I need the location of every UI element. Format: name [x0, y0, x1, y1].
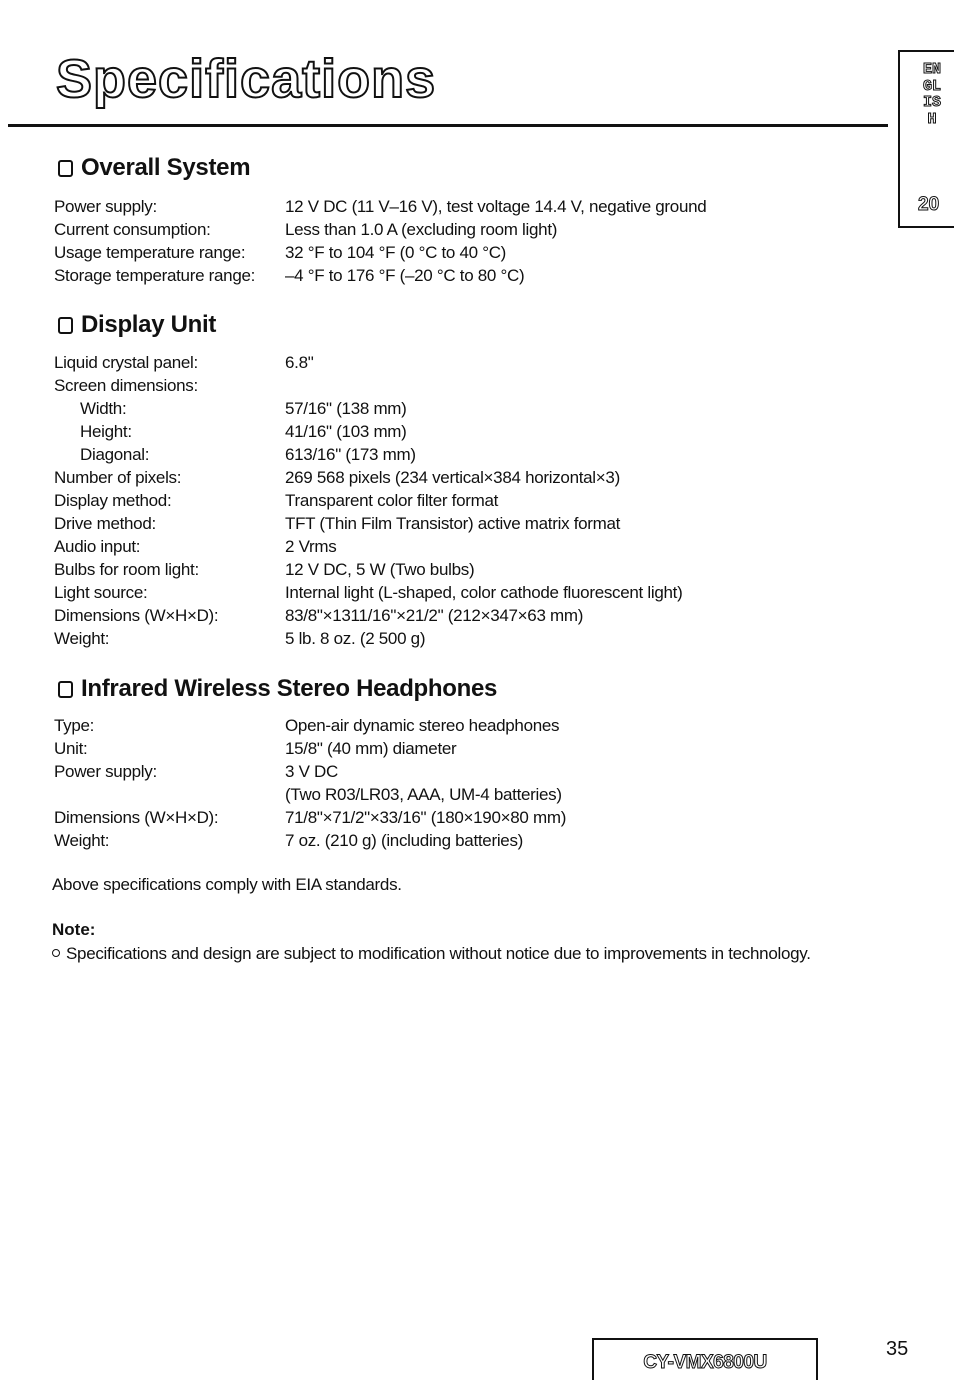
spec-label: Weight:	[54, 831, 110, 850]
spec-row	[54, 783, 566, 806]
spec-label: Audio input:	[54, 537, 141, 556]
spec-value: 5 lb. 8 oz. (2 500 g)	[285, 629, 426, 648]
spec-label: Dimensions (W×H×D):	[54, 606, 219, 625]
spec-value: –4 °F to 176 °F (–20 °C to 80 °C)	[285, 266, 525, 285]
spec-label: Screen dimensions:	[54, 376, 198, 395]
checkbox-square-icon	[58, 317, 73, 334]
spec-row	[54, 535, 682, 558]
spec-label: Bulbs for room light:	[54, 560, 199, 579]
spec-row	[54, 627, 682, 650]
spec-label: Number of pixels:	[54, 468, 182, 487]
spec-value: TFT (Thin Film Transistor) active matrix format	[285, 514, 621, 533]
spec-row	[54, 760, 566, 783]
spec-value: Transparent color filter format	[285, 491, 499, 510]
bullet-circle-icon	[52, 949, 60, 957]
spec-row	[54, 351, 682, 374]
spec-value: (Two R03/LR03, AAA, UM-4 batteries)	[285, 785, 562, 804]
spec-label: Width:	[80, 399, 127, 418]
spec-value: 57/16" (138 mm)	[285, 399, 407, 418]
spec-label: Light source:	[54, 583, 148, 602]
language-tab-label: ENGLISH	[922, 61, 941, 128]
spec-row	[54, 512, 682, 535]
spec-row	[54, 466, 682, 489]
spec-value: 6.8"	[285, 353, 314, 372]
spec-row	[54, 489, 682, 512]
spec-label: Usage temperature range:	[54, 243, 246, 262]
spec-label: Weight:	[54, 629, 110, 648]
spec-value: 71/8"×71/2"×33/16" (180×190×80 mm)	[285, 808, 567, 827]
compliance-text: Above specifications comply with EIA standards.	[52, 875, 402, 894]
spec-label: Diagonal:	[80, 445, 150, 464]
spec-value: 12 V DC, 5 W (Two bulbs)	[285, 560, 475, 579]
spec-row	[54, 581, 682, 604]
section-heading-headphones	[58, 677, 497, 701]
spec-list-overall-system	[54, 195, 706, 287]
language-tab	[898, 50, 954, 228]
spec-row	[54, 737, 566, 760]
spec-value: 3 V DC	[285, 762, 338, 781]
note-title: Note:	[52, 920, 96, 939]
note-text: Specifications and design are subject to modification without notice due to improvements in technology.	[66, 944, 811, 963]
section-heading-text: Display Unit	[81, 311, 217, 338]
spec-value: 83/8"×1311/16"×21/2" (212×347×63 mm)	[285, 606, 584, 625]
spec-label: Power supply:	[54, 197, 157, 216]
spec-value: 7 oz. (210 g) (including batteries)	[285, 831, 524, 850]
spec-label: Current consumption:	[54, 220, 211, 239]
spec-value: Less than 1.0 A (excluding room light)	[285, 220, 558, 239]
language-tab-number: 20	[918, 194, 940, 215]
spec-label: Liquid crystal panel:	[54, 353, 198, 372]
spec-row	[54, 241, 706, 264]
spec-list-display-unit	[54, 351, 682, 650]
spec-label: Dimensions (W×H×D):	[54, 808, 219, 827]
section-heading-text: Infrared Wireless Stereo Headphones	[81, 675, 498, 702]
spec-row	[54, 829, 566, 852]
page-title: Specifications	[56, 49, 437, 109]
spec-row	[54, 420, 682, 443]
title-divider	[8, 124, 888, 127]
spec-label: Display method:	[54, 491, 172, 510]
spec-value: 613/16" (173 mm)	[285, 445, 416, 464]
checkbox-square-icon	[58, 160, 73, 177]
checkbox-square-icon	[58, 681, 73, 698]
spec-row	[54, 374, 682, 397]
page-number: 35	[886, 1338, 909, 1360]
spec-value: Internal light (L-shaped, color cathode fluorescent light)	[285, 583, 683, 602]
spec-label: Height:	[80, 422, 132, 441]
spec-value: 41/16" (103 mm)	[285, 422, 407, 441]
section-heading-display-unit	[58, 313, 216, 337]
spec-label: Drive method:	[54, 514, 156, 533]
model-label-box	[592, 1338, 818, 1380]
model-number: CY-VMX6800U	[643, 1352, 767, 1373]
note-item	[52, 944, 811, 964]
spec-value: 2 Vrms	[285, 537, 337, 556]
spec-label: Storage temperature range:	[54, 266, 256, 285]
spec-row	[54, 195, 706, 218]
spec-value: 32 °F to 104 °F (0 °C to 40 °C)	[285, 243, 507, 262]
spec-label: Power supply:	[54, 762, 157, 781]
section-heading-text: Overall System	[81, 154, 251, 181]
spec-value: 15/8" (40 mm) diameter	[285, 739, 457, 758]
spec-label: Unit:	[54, 739, 88, 758]
spec-label: Type:	[54, 716, 95, 735]
spec-label	[54, 783, 285, 806]
spec-row	[54, 558, 682, 581]
spec-value: Open-air dynamic stereo headphones	[285, 716, 560, 735]
spec-row	[54, 604, 682, 627]
spec-list-headphones	[54, 714, 566, 852]
spec-row	[54, 397, 682, 420]
spec-row	[54, 806, 566, 829]
spec-row	[54, 443, 682, 466]
spec-row	[54, 264, 706, 287]
spec-row	[54, 218, 706, 241]
section-heading-overall-system	[58, 156, 250, 180]
spec-row	[54, 714, 566, 737]
spec-value: 12 V DC (11 V–16 V), test voltage 14.4 V, negative ground	[285, 197, 707, 216]
spec-value: 269 568 pixels (234 vertical×384 horizontal×3)	[285, 468, 620, 487]
